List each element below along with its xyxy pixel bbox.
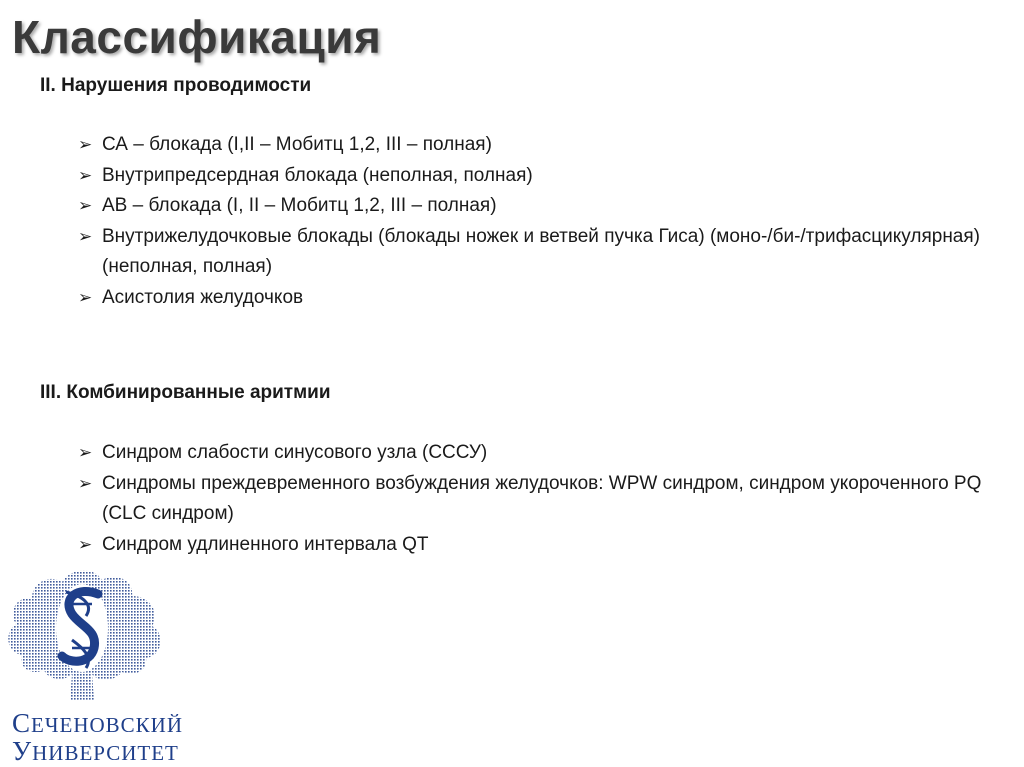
list-item <box>76 530 1016 561</box>
list-item-text: Внутрижелудочковые блокады (блокады ножек и ветвей пучка Гиса) (моно-/би-/трифасцикулярная) (неполная, полная) <box>102 225 980 277</box>
section-heading-combined: III. Комбинированные аритмии <box>40 382 331 403</box>
tree-helix-emblem-icon <box>2 560 172 705</box>
arrow-bullet-icon: ➢ <box>78 196 93 215</box>
arrow-bullet-icon: ➢ <box>78 135 93 154</box>
section-heading-conduction: II. Нарушения проводимости <box>40 75 312 96</box>
combined-list <box>76 438 1016 560</box>
list-item <box>76 438 1016 469</box>
list-item-text: Асистолия желудочков <box>102 286 304 308</box>
logo-word: НИВЕРСИТЕТ <box>32 741 179 765</box>
arrow-bullet-icon: ➢ <box>78 534 93 554</box>
logo-initial: У <box>12 736 33 766</box>
list-item-text: Синдромы преждевременного возбуждения желудочков: WPW синдром, синдром укороченного PQ (CLC синдром) <box>102 472 982 524</box>
list-item-text: СА – блокада (I,II – Мобитц 1,2, III – полная) <box>102 134 492 155</box>
logo-initial: С <box>12 708 32 738</box>
arrow-bullet-icon: ➢ <box>78 226 93 246</box>
list-item <box>76 222 1016 283</box>
conduction-list <box>76 130 1016 313</box>
logo-word: ЕЧЕНОВСКИЙ <box>31 713 184 737</box>
list-item <box>76 191 1016 222</box>
slide-title: Классификация <box>12 11 382 63</box>
arrow-bullet-icon: ➢ <box>78 473 93 493</box>
logo-text-line1 <box>12 708 183 739</box>
list-item <box>76 283 1016 314</box>
arrow-bullet-icon: ➢ <box>78 287 93 307</box>
list-item-text: Внутрипредсердная блокада (неполная, полная) <box>102 164 533 186</box>
list-item <box>76 130 1016 161</box>
arrow-bullet-icon: ➢ <box>78 165 93 185</box>
list-item <box>76 469 1016 530</box>
list-item-text: Синдром удлиненного интервала QT <box>102 533 429 555</box>
list-item <box>76 161 1016 192</box>
university-logo <box>2 560 184 766</box>
logo-text-line2 <box>12 736 179 767</box>
list-item-text: Синдром слабости синусового узла (СССУ) <box>102 442 488 463</box>
arrow-bullet-icon: ➢ <box>78 443 93 462</box>
list-item-text: АВ – блокада (I, II – Мобитц 1,2, III – полная) <box>102 195 497 216</box>
